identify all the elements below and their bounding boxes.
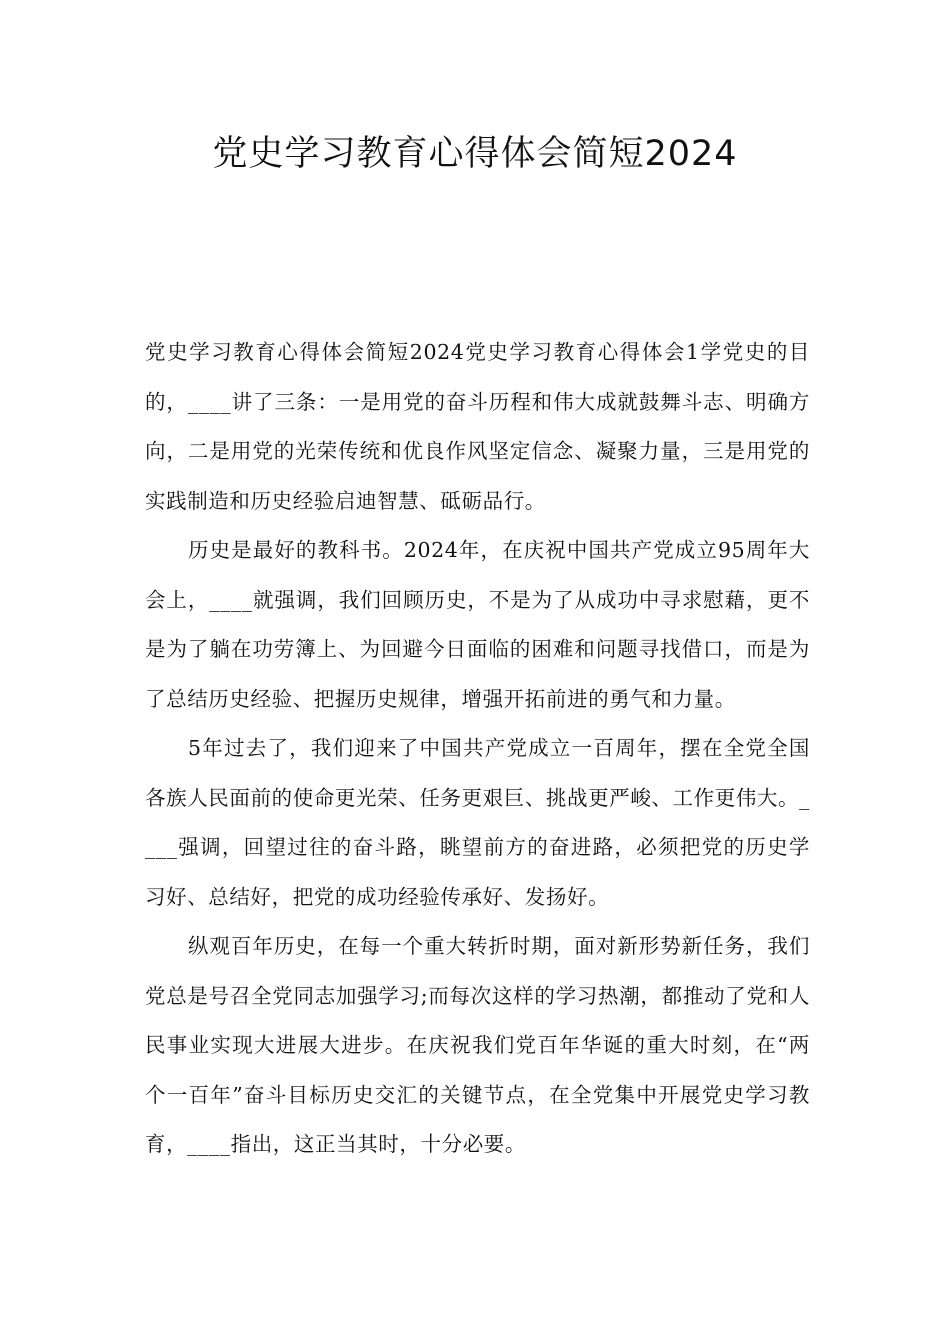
paragraph: 纵观百年历史，在每一个重大转折时期，面对新形势新任务，我们党总是号召全党同志加强学习;而每次这样的学习热潮，都推动了党和人民事业实现大进展大进步。在庆祝我们党百年华诞的重大时刻，在“两个一百年”奋斗目标历史交汇的关键节点，在全党集中开展党史学习教育，____指出，这正当其时，十分必要。 xyxy=(145,934,810,1156)
document-body xyxy=(145,328,810,1170)
paragraph: 党史学习教育心得体会简短2024党史学习教育心得体会1学党史的目的，____讲了三条：一是用党的奋斗历程和伟大成就鼓舞斗志、明确方向，二是用党的光荣传统和优良作风坚定信念、凝聚力量，三是用党的实践制造和历史经验启迪智慧、砥砺品行。 xyxy=(145,340,810,513)
paragraph: 历史是最好的教科书。2024年，在庆祝中国共产党成立95周年大会上，____就强调，我们回顾历史，不是为了从成功中寻求慰藉，更不是为了躺在功劳簿上、为回避今日面临的困难和问题寻找借口，而是为了总结历史经验、把握历史规律，增强开拓前进的勇气和力量。 xyxy=(145,538,810,711)
document-title: 党史学习教育心得体会简短2024 xyxy=(212,134,738,174)
paragraph: 5年过去了，我们迎来了中国共产党成立一百周年，摆在全党全国各族人民面前的使命更光荣、任务更艰巨、挑战更严峻、工作更伟大。____强调，回望过往的奋斗路，眺望前方的奋进路，必须把党的历史学习好、总结好，把党的成功经验传承好、发扬好。 xyxy=(145,736,810,909)
